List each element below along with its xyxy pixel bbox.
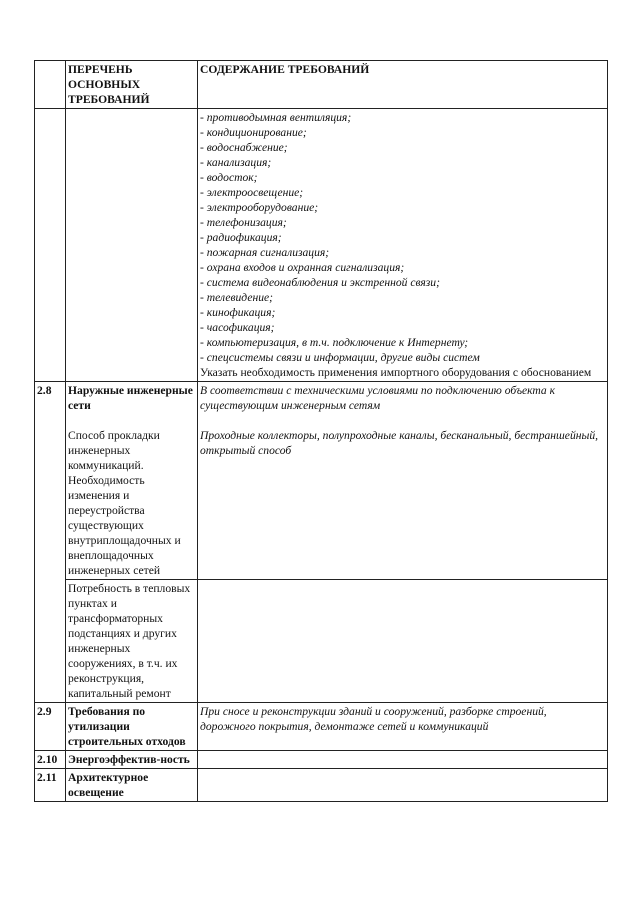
list-item: - кинофикация; xyxy=(200,306,276,319)
requirements-document xyxy=(34,60,607,802)
row-2-11-title: Архитектурное освещение xyxy=(66,769,198,802)
row-2-8-sub2-text xyxy=(198,580,608,703)
row-2-8-num: 2.8 xyxy=(35,382,66,703)
list-item: - кондиционирование; xyxy=(200,126,307,139)
list-item: - компьютеризация, в т.ч. подключение к Интернету; xyxy=(200,336,469,349)
row-2-9-title: Требования по утилизации строительных отходов xyxy=(66,703,198,751)
row-2-8-sub1: Способ прокладки инженерных коммуникаций. Необходимость изменения и переустройства существующих внутриплощадочных и внеплощадочных инженерных сетей xyxy=(68,429,181,577)
table-header-row xyxy=(35,61,608,109)
continued-list-cell xyxy=(66,109,198,382)
row-2-8-content-cell xyxy=(198,382,608,580)
header-num-cell xyxy=(35,61,66,109)
row-2-9-num: 2.9 xyxy=(35,703,66,751)
row-2-10-title: Энергоэффектив-ность xyxy=(66,751,198,769)
import-equipment-note: Указать необходимость применения импортного оборудования с обоснованием xyxy=(200,366,592,379)
requirements-table xyxy=(34,60,608,802)
row-2-8 xyxy=(35,382,608,580)
list-item: - электроосвещение; xyxy=(200,186,304,199)
header-content: СОДЕРЖАНИЕ ТРЕБОВАНИЙ xyxy=(198,61,608,109)
row-2-8-sub1-text: Проходные коллекторы, полупроходные каналы, бесканальный, бестраншейный, открытый способ xyxy=(200,429,599,457)
continued-num-cell xyxy=(35,109,66,382)
row-2-11-text xyxy=(198,769,608,802)
list-item: - пожарная сигнализация; xyxy=(200,246,330,259)
row-2-11-num: 2.11 xyxy=(35,769,66,802)
row-2-9-text: При сносе и реконструкции зданий и сооружений, разборке строений, дорожного покрытия, демонтаже сетей и коммуникаций xyxy=(198,703,608,751)
list-item: - система видеонаблюдения и экстренной связи; xyxy=(200,276,440,289)
row-2-11 xyxy=(35,769,608,802)
list-item: - телефонизация; xyxy=(200,216,287,229)
list-item: - канализация; xyxy=(200,156,272,169)
list-item: - противодымная вентиляция; xyxy=(200,111,352,124)
list-item: - часофикация; xyxy=(200,321,275,334)
row-2-9 xyxy=(35,703,608,751)
list-item: - водоснабжение; xyxy=(200,141,288,154)
row-2-8-title: Наружные инженерные сети xyxy=(68,384,193,412)
continued-row xyxy=(35,109,608,382)
row-2-10 xyxy=(35,751,608,769)
list-item: - радиофикация; xyxy=(200,231,282,244)
list-item: - электрооборудование; xyxy=(200,201,319,214)
list-item: - телевидение; xyxy=(200,291,274,304)
continued-content-cell xyxy=(198,109,608,382)
list-item: - водосток; xyxy=(200,171,258,184)
header-list: ПЕРЕЧЕНЬ ОСНОВНЫХ ТРЕБОВАНИЙ xyxy=(66,61,198,109)
row-2-8-title-text: В соответствии с техническими условиями по подключению объекта к существующим инженерным сетям xyxy=(200,384,556,412)
row-2-8-list-cell xyxy=(66,382,198,580)
row-2-10-num: 2.10 xyxy=(35,751,66,769)
row-2-8-sub2 xyxy=(35,580,608,703)
row-2-10-text xyxy=(198,751,608,769)
row-2-8-sub2-cell: Потребность в тепловых пунктах и трансформаторных подстанциях и других инженерных сооружениях, в т.ч. их реконструкция, капитальный ремонт xyxy=(66,580,198,703)
list-item: - охрана входов и охранная сигнализация; xyxy=(200,261,405,274)
list-item: - спецсистемы связи и информации, другие виды систем xyxy=(200,351,480,364)
